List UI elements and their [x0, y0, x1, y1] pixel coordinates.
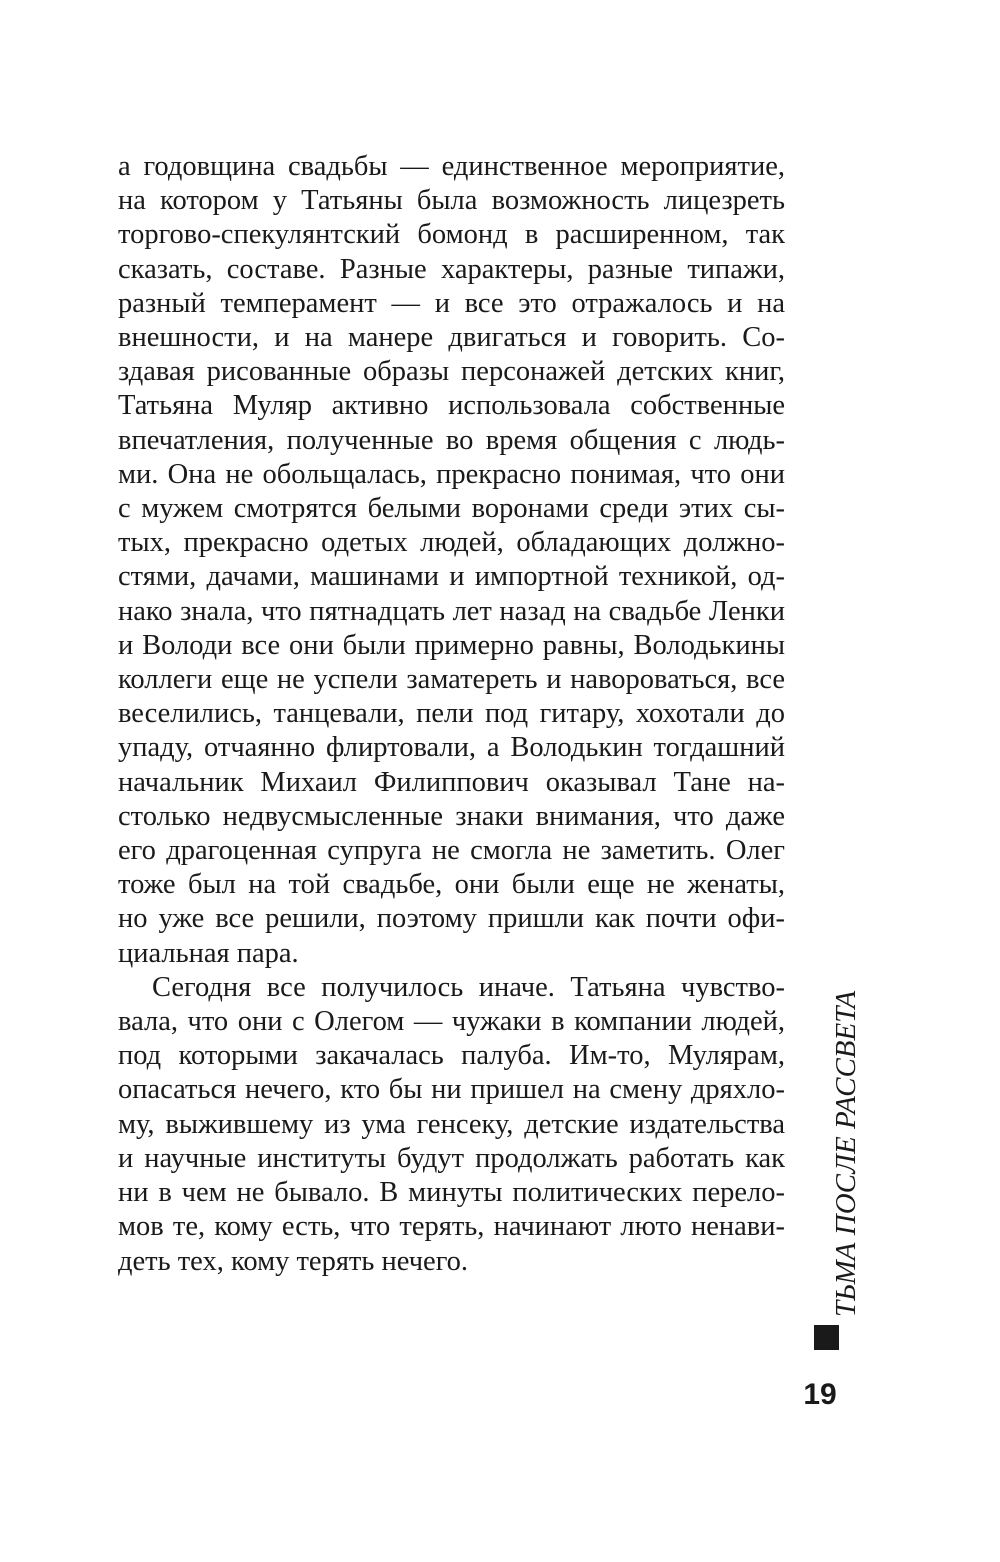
page-body: [118, 150, 785, 1279]
text-line: сказать, составе. Разные характеры, разные типажи,: [118, 253, 785, 285]
text-line: разный темперамент — и все это отражалось и на: [118, 287, 785, 319]
text-line: деть тех, кому терять нечего.: [118, 1245, 469, 1277]
text-line: тоже был на той свадьбе, они были еще не женаты,: [118, 869, 785, 901]
text-line: и научные институты будут продолжать работать как: [118, 1142, 785, 1174]
text-line: ми. Она не обольщалась, прекрасно понимая, что они: [118, 458, 785, 490]
text-line: впечатления, полученные во время общения с людь-: [118, 424, 785, 456]
text-line: вала, что они с Олегом — чужаки в компании людей,: [118, 1006, 785, 1038]
text-line: веселились, танцевали, пели под гитару, хохотали до: [118, 698, 785, 730]
text-line: коллеги еще не успели заматереть и навороваться, все: [118, 664, 785, 696]
running-title: ТЬМА ПОСЛЕ РАССВЕТА: [830, 990, 862, 1317]
text-line: Татьяна Муляр активно использовала собственные: [118, 390, 785, 422]
text-line: внешности, и на манере двигаться и говорить. Со-: [118, 322, 785, 354]
text-line: и Володи все они были примерно равны, Володькины: [118, 629, 785, 661]
text-line: тых, прекрасно одетых людей, обладающих должно-: [118, 527, 785, 559]
text-line: му, выжившему из ума генсеку, детские издательства: [118, 1108, 785, 1140]
text-line: стями, дачами, машинами и импортной техникой, од-: [118, 561, 785, 593]
text-line: но уже все решили, поэтому пришли как почти офи-: [118, 903, 785, 935]
text-line: Сегодня все получилось иначе. Татьяна чувство-: [152, 971, 785, 1003]
text-line: ни в чем не бывало. В минуты политических перело-: [118, 1177, 785, 1209]
text-line: опасаться нечего, кто бы ни пришел на смену дряхло-: [118, 1074, 785, 1106]
text-line: под которыми закачалась палуба. Им-то, Мулярам,: [118, 1040, 785, 1072]
text-line: мов те, кому есть, что терять, начинают люто ненави-: [118, 1211, 785, 1243]
page-number: 19: [803, 1378, 837, 1411]
text-line: начальник Михаил Филиппович оказывал Тане на-: [118, 766, 785, 798]
text-line: упаду, отчаянно флиртовали, а Володькин тогдашний: [118, 732, 785, 764]
text-line: здавая рисованные образы персонажей детских книг,: [118, 356, 785, 388]
text-line: циальная пара.: [118, 937, 299, 969]
text-line: с мужем смотрятся белыми воронами среди этих сы-: [118, 493, 785, 525]
text-line: нако знала, что пятнадцать лет назад на свадьбе Ленки: [118, 595, 785, 627]
square-marker-icon: [814, 1325, 839, 1350]
paragraph-2: [118, 971, 785, 1279]
text-line: торгово-спекулянтский бомонд в расширенном, так: [118, 219, 785, 251]
text-line: на котором у Татьяны была возможность лицезреть: [118, 185, 785, 217]
text-line: столько недвусмысленные знаки внимания, что даже: [118, 800, 785, 832]
paragraph-1: [118, 150, 785, 971]
text-line: его драгоценная супруга не смогла не заметить. Олег: [118, 835, 785, 867]
text-line: а годовщина свадьбы — единственное мероприятие,: [118, 151, 785, 182]
